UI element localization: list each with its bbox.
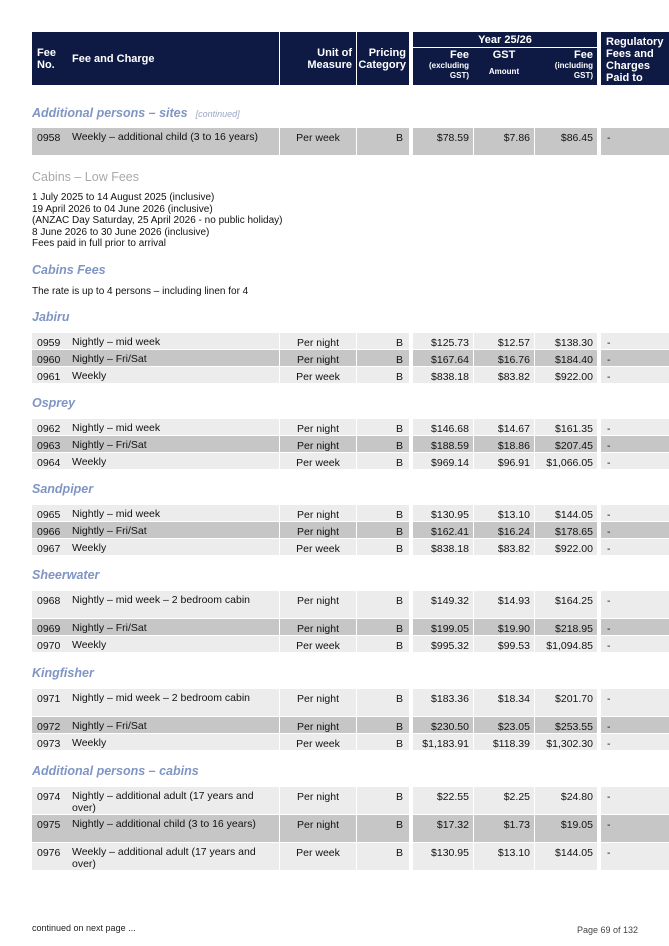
fee-name-cell: Nightly – Fri/Sat: [66, 350, 279, 366]
unit-cell: Per night: [280, 689, 356, 716]
pricing-category-cell: B: [357, 436, 409, 452]
fee-name-cell: Weekly – additional child (3 to 16 years): [66, 128, 279, 155]
fee-name-cell: Nightly – additional adult (17 years and over): [66, 787, 279, 814]
fee-incl-gst-cell: $24.80: [535, 787, 597, 814]
fee-no-cell: 0965: [32, 505, 66, 521]
pricing-category-cell: B: [357, 636, 409, 652]
table-row: [32, 539, 638, 555]
fee-no-cell: 0970: [32, 636, 66, 652]
gst-amount-cell: $83.82: [474, 539, 534, 555]
fee-incl-gst-cell: $178.65: [535, 522, 597, 538]
unit-cell: Per night: [280, 591, 356, 618]
fee-name-cell: Nightly – mid week: [66, 505, 279, 521]
continued-footer: continued on next page ...: [32, 923, 136, 933]
header-fee-excl-label: Fee: [450, 49, 469, 61]
regulatory-cell: -: [601, 787, 669, 814]
section-osprey: Osprey: [32, 396, 76, 410]
fee-name-cell: Nightly – mid week – 2 bedroom cabin: [66, 689, 279, 716]
gst-amount-cell: $23.05: [474, 717, 534, 733]
regulatory-cell: -: [601, 815, 669, 842]
table-row: [32, 636, 638, 652]
fee-excl-gst-cell: $22.55: [413, 787, 473, 814]
fee-excl-gst-cell: $230.50: [413, 717, 473, 733]
fee-excl-gst-cell: $125.73: [413, 333, 473, 349]
fee-no-cell: 0969: [32, 619, 66, 635]
gst-amount-cell: $16.24: [474, 522, 534, 538]
fee-name-cell: Nightly – mid week: [66, 419, 279, 435]
unit-cell: Per week: [280, 128, 356, 155]
table-row: [32, 522, 638, 538]
regulatory-cell: -: [601, 453, 669, 469]
date-line-1: 1 July 2025 to 14 August 2025 (inclusive): [32, 192, 215, 203]
pricing-category-cell: B: [357, 734, 409, 750]
pricing-category-cell: B: [357, 689, 409, 716]
fee-no-cell: 0961: [32, 367, 66, 383]
fee-incl-gst-cell: $218.95: [535, 619, 597, 635]
gst-amount-cell: $13.10: [474, 505, 534, 521]
unit-cell: Per night: [280, 522, 356, 538]
regulatory-cell: -: [601, 419, 669, 435]
regulatory-cell: -: [601, 539, 669, 555]
table-row: [32, 350, 638, 366]
pricing-category-cell: B: [357, 787, 409, 814]
fee-excl-gst-cell: $199.05: [413, 619, 473, 635]
fee-incl-gst-cell: $161.35: [535, 419, 597, 435]
regulatory-cell: -: [601, 350, 669, 366]
header-regulatory: Regulatory Fees and Charges Paid to: [601, 32, 669, 85]
section-additional-persons-cabins: Additional persons – cabins: [32, 764, 199, 778]
pricing-category-cell: B: [357, 619, 409, 635]
fee-name-cell: Weekly: [66, 734, 279, 750]
fee-name-cell: Nightly – mid week: [66, 333, 279, 349]
gst-amount-cell: $18.34: [474, 689, 534, 716]
fee-incl-gst-cell: $201.70: [535, 689, 597, 716]
fee-name-cell: Nightly – Fri/Sat: [66, 436, 279, 452]
fee-no-cell: 0971: [32, 689, 66, 716]
rate-note: The rate is up to 4 persons – including linen for 4: [32, 286, 249, 297]
gst-amount-cell: $16.76: [474, 350, 534, 366]
unit-cell: Per night: [280, 505, 356, 521]
fee-excl-gst-cell: $162.41: [413, 522, 473, 538]
regulatory-cell: -: [601, 689, 669, 716]
regulatory-cell: -: [601, 636, 669, 652]
fee-excl-gst-cell: $1,183.91: [413, 734, 473, 750]
fee-incl-gst-cell: $144.05: [535, 843, 597, 870]
fee-no-cell: 0964: [32, 453, 66, 469]
header-gst-sub: Amount: [488, 67, 520, 76]
fee-no-cell: 0972: [32, 717, 66, 733]
fee-no-cell: 0973: [32, 734, 66, 750]
regulatory-cell: -: [601, 591, 669, 618]
fee-name-cell: Nightly – additional child (3 to 16 years): [66, 815, 279, 842]
fee-name-cell: Nightly – Fri/Sat: [66, 619, 279, 635]
table-row: [32, 419, 638, 435]
section-jabiru: Jabiru: [32, 310, 70, 324]
fee-no-cell: 0959: [32, 333, 66, 349]
unit-cell: Per night: [280, 350, 356, 366]
regulatory-cell: -: [601, 333, 669, 349]
fee-excl-gst-cell: $969.14: [413, 453, 473, 469]
fee-name-cell: Weekly: [66, 367, 279, 383]
pricing-category-cell: B: [357, 505, 409, 521]
fee-excl-gst-cell: $995.32: [413, 636, 473, 652]
fee-excl-gst-cell: $17.32: [413, 815, 473, 842]
table-row: [32, 843, 638, 870]
fee-excl-gst-cell: $146.68: [413, 419, 473, 435]
pricing-category-cell: B: [357, 717, 409, 733]
unit-cell: Per night: [280, 436, 356, 452]
fee-name-cell: Nightly – mid week – 2 bedroom cabin: [66, 591, 279, 618]
pricing-category-cell: B: [357, 419, 409, 435]
fee-name-cell: Nightly – Fri/Sat: [66, 522, 279, 538]
section-cabins-low-fees: Cabins – Low Fees: [32, 170, 140, 184]
unit-cell: Per night: [280, 717, 356, 733]
unit-cell: Per week: [280, 843, 356, 870]
regulatory-cell: -: [601, 734, 669, 750]
section-kingfisher: Kingfisher: [32, 666, 94, 680]
fee-excl-gst-cell: $838.18: [413, 367, 473, 383]
regulatory-cell: -: [601, 505, 669, 521]
table-row: [32, 333, 638, 349]
date-line-5: Fees paid in full prior to arrival: [32, 238, 166, 249]
gst-amount-cell: $14.93: [474, 591, 534, 618]
table-row: [32, 591, 638, 618]
regulatory-cell: -: [601, 367, 669, 383]
table-row: [32, 717, 638, 733]
unit-cell: Per night: [280, 815, 356, 842]
unit-cell: Per week: [280, 539, 356, 555]
gst-amount-cell: $18.86: [474, 436, 534, 452]
fee-excl-gst-cell: $188.59: [413, 436, 473, 452]
gst-amount-cell: $83.82: [474, 367, 534, 383]
fee-excl-gst-cell: $838.18: [413, 539, 473, 555]
pricing-category-cell: B: [357, 522, 409, 538]
fee-no-cell: 0968: [32, 591, 66, 618]
gst-amount-cell: $2.25: [474, 787, 534, 814]
header-unit-of-measure: Unit of Measure: [280, 32, 356, 85]
unit-cell: Per week: [280, 636, 356, 652]
pricing-category-cell: B: [357, 333, 409, 349]
pricing-category-cell: B: [357, 128, 409, 155]
gst-amount-cell: $19.90: [474, 619, 534, 635]
regulatory-cell: -: [601, 522, 669, 538]
fee-incl-gst-cell: $922.00: [535, 539, 597, 555]
fee-excl-gst-cell: $130.95: [413, 505, 473, 521]
fee-incl-gst-cell: $253.55: [535, 717, 597, 733]
fee-incl-gst-cell: $86.45: [535, 128, 597, 155]
table-row: [32, 815, 638, 842]
pricing-category-cell: B: [357, 539, 409, 555]
pricing-category-cell: B: [357, 453, 409, 469]
header-gst: [473, 48, 535, 85]
header-year: Year 25/26: [478, 34, 532, 46]
gst-amount-cell: $7.86: [474, 128, 534, 155]
gst-amount-cell: $12.57: [474, 333, 534, 349]
regulatory-cell: -: [601, 436, 669, 452]
table-header: [32, 32, 664, 85]
regulatory-cell: -: [601, 843, 669, 870]
fee-name-cell: Nightly – Fri/Sat: [66, 717, 279, 733]
header-fee-excl-sub: (excluding GST): [428, 61, 469, 80]
fee-incl-gst-cell: $19.05: [535, 815, 597, 842]
pricing-category-cell: B: [357, 591, 409, 618]
table-row: [32, 619, 638, 635]
unit-cell: Per week: [280, 734, 356, 750]
header-fee-incl-sub: (including GST): [554, 61, 593, 80]
gst-amount-cell: $118.39: [474, 734, 534, 750]
fee-no-cell: 0976: [32, 843, 66, 870]
fee-no-cell: 0974: [32, 787, 66, 814]
regulatory-cell: -: [601, 128, 669, 155]
gst-amount-cell: $1.73: [474, 815, 534, 842]
fee-incl-gst-cell: $922.00: [535, 367, 597, 383]
pricing-category-cell: B: [357, 815, 409, 842]
fee-no-cell: 0962: [32, 419, 66, 435]
fee-excl-gst-cell: $130.95: [413, 843, 473, 870]
fee-excl-gst-cell: $149.32: [413, 591, 473, 618]
fee-incl-gst-cell: $138.30: [535, 333, 597, 349]
fee-excl-gst-cell: $78.59: [413, 128, 473, 155]
fee-no-cell: 0975: [32, 815, 66, 842]
pricing-category-cell: B: [357, 843, 409, 870]
fee-excl-gst-cell: $167.64: [413, 350, 473, 366]
date-range-text: [32, 192, 283, 250]
fee-incl-gst-cell: $1,302.30: [535, 734, 597, 750]
section-sandpiper: Sandpiper: [32, 482, 94, 496]
gst-amount-cell: $99.53: [474, 636, 534, 652]
header-fee-incl: [535, 48, 597, 85]
fee-excl-gst-cell: $183.36: [413, 689, 473, 716]
table-row: [32, 367, 638, 383]
date-line-3: (ANZAC Day Saturday, 25 April 2026 - no public holiday): [32, 215, 283, 226]
date-line-4: 8 June 2026 to 30 June 2026 (inclusive): [32, 226, 210, 238]
pricing-category-cell: B: [357, 350, 409, 366]
header-fee-incl-label: Fee: [574, 49, 593, 61]
page-number: Page 69 of 132: [576, 925, 638, 935]
fee-name-cell: Weekly: [66, 636, 279, 652]
gst-amount-cell: $14.67: [474, 419, 534, 435]
regulatory-cell: -: [601, 717, 669, 733]
fee-name-cell: Weekly: [66, 453, 279, 469]
fee-name-cell: Weekly: [66, 539, 279, 555]
table-row: [32, 505, 638, 521]
header-pricing-category: Pricing Category: [357, 32, 409, 85]
fee-incl-gst-cell: $184.40: [535, 350, 597, 366]
section-additional-persons-sites: [32, 106, 240, 120]
table-row: [32, 436, 638, 452]
gst-amount-cell: $96.91: [474, 453, 534, 469]
table-row: [32, 128, 638, 155]
section-sheerwater: Sheerwater: [32, 568, 100, 582]
gst-amount-cell: $13.10: [474, 843, 534, 870]
fee-no-cell: 0963: [32, 436, 66, 452]
unit-cell: Per week: [280, 367, 356, 383]
table-row: [32, 453, 638, 469]
fee-incl-gst-cell: $164.25: [535, 591, 597, 618]
regulatory-cell: -: [601, 619, 669, 635]
continued-note: [continued]: [195, 109, 240, 119]
unit-cell: Per night: [280, 419, 356, 435]
table-row: [32, 689, 638, 716]
fee-no-cell: 0958: [32, 128, 66, 155]
header-fee-excl: [413, 48, 473, 85]
fee-no-cell: 0960: [32, 350, 66, 366]
date-line-2: 19 April 2026 to 04 June 2026 (inclusive): [32, 203, 213, 215]
section-cabins-fees: Cabins Fees: [32, 263, 106, 277]
table-row: [32, 734, 638, 750]
header-fee-and-charge: Fee and Charge: [66, 32, 279, 85]
section-title: Additional persons – sites: [32, 106, 188, 120]
fee-name-cell: Weekly – additional adult (17 years and over): [66, 843, 279, 870]
header-year-group: [413, 32, 597, 85]
fee-incl-gst-cell: $207.45: [535, 436, 597, 452]
unit-cell: Per night: [280, 619, 356, 635]
fee-no-cell: 0967: [32, 539, 66, 555]
unit-cell: Per night: [280, 333, 356, 349]
fee-incl-gst-cell: $1,094.85: [535, 636, 597, 652]
fee-no-cell: 0966: [32, 522, 66, 538]
table-row: [32, 787, 638, 814]
header-fee-no: Fee No.: [32, 32, 66, 85]
header-gst-label: GST: [492, 49, 516, 61]
unit-cell: Per night: [280, 787, 356, 814]
fee-incl-gst-cell: $144.05: [535, 505, 597, 521]
pricing-category-cell: B: [357, 367, 409, 383]
fee-incl-gst-cell: $1,066.05: [535, 453, 597, 469]
unit-cell: Per week: [280, 453, 356, 469]
